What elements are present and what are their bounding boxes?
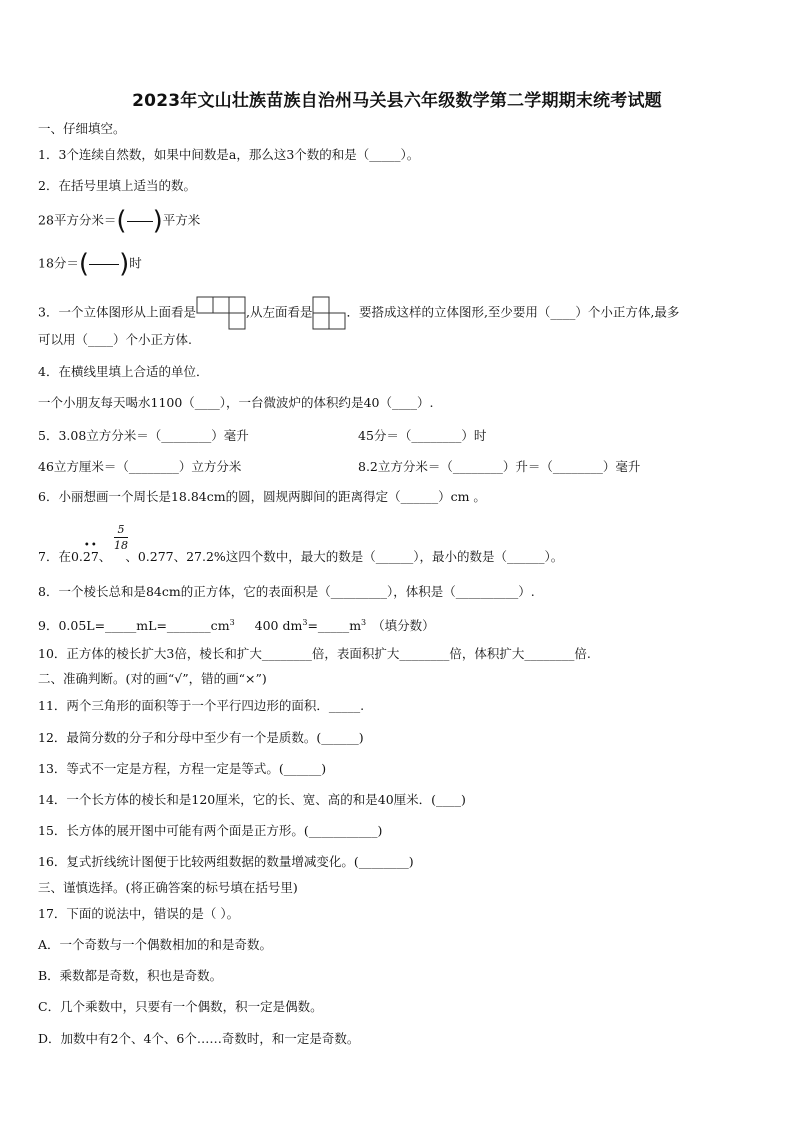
option-d: D．加数中有2个、4个、6个……奇数时，和一定是奇数。 xyxy=(38,1031,360,1046)
question-11: 11．两个三角形的面积等于一个平行四边形的面积．_____. xyxy=(38,698,365,713)
q9-sup-c: 3 xyxy=(361,618,367,627)
q9-sup-b: 3 xyxy=(302,618,308,627)
question-2: 2．在括号里填上适当的数。 xyxy=(38,178,196,193)
question-15: 15．长方体的展开图中可能有两个面是正方形。(___________) xyxy=(38,823,383,838)
fraction-numerator: 5 xyxy=(117,523,125,536)
question-4: 4．在横线里填上合适的单位． xyxy=(38,364,209,379)
section-3-heading: 三、谨慎选择。(将正确答案的标号填在括号里) xyxy=(38,880,298,895)
question-10: 10．正方体的棱长扩大3倍，棱长和扩大________倍，表面积扩大________倍，体积扩大________倍. xyxy=(38,646,591,661)
blank-fraction: ( ) xyxy=(78,249,130,279)
question-12: 12．最简分数的分子和分母中至少有一个是质数。(______) xyxy=(38,730,364,745)
question-9 xyxy=(38,614,435,635)
option-b: B．乘数都是奇数，积也是奇数。 xyxy=(38,968,223,983)
question-8: 8．一个棱长总和是84cm的正方体，它的表面积是（_________），体积是（__________）. xyxy=(38,584,535,599)
fraction-denominator: 18 xyxy=(114,539,128,552)
q2b-prefix: 18分＝ xyxy=(38,255,79,271)
q7-prefix: 7．在0. xyxy=(38,549,83,564)
q9-sup-a: 3 xyxy=(229,618,235,627)
question-5a: 5．3.08立方分米＝（________）毫升 xyxy=(38,428,249,443)
blank-fraction: ( ) xyxy=(116,206,163,236)
repeating-decimal-digits: • • 27 xyxy=(82,540,99,564)
q7-separator: 、 xyxy=(98,549,112,564)
q9-unit-b: m xyxy=(290,618,303,634)
q3-text-c: ．要搭成这样的立体图形,至少要用（____）个小正方体,最多 xyxy=(346,304,680,320)
page-title: 2023年文山壮族苗族自治州马关县六年级数学第二学期期末统考试题 xyxy=(132,91,662,111)
question-17: 17．下面的说法中，错误的是（ ）。 xyxy=(38,906,240,921)
question-16: 16．复式折线统计图便于比较两组数据的数量增减变化。(________) xyxy=(38,854,414,869)
q9-unit-a: m xyxy=(217,618,230,634)
q2b-suffix: 时 xyxy=(129,255,142,271)
question-1: 1．3个连续自然数，如果中间数是a，那么这3个数的和是（_____）。 xyxy=(38,147,420,162)
q3-text-a: 3．一个立体图形从上面看是 xyxy=(38,304,196,320)
q2a-prefix: 28平方分米＝ xyxy=(38,212,117,228)
top-view-figure xyxy=(196,296,246,330)
q9-part-b: 400 d xyxy=(254,618,291,634)
q7-digits: 27 xyxy=(82,549,99,564)
question-4-line: 一个小朋友每天喝水1100（____），一台微波炉的体积约是40（____）. xyxy=(38,395,434,410)
question-5d: 8.2立方分米＝（________）升＝（________）毫升 xyxy=(358,459,641,474)
option-a: A．一个奇数与一个偶数相加的和是奇数。 xyxy=(38,937,273,952)
question-14: 14．一个长方体的棱长和是120厘米，它的长、宽、高的和是40厘米．(____) xyxy=(38,792,466,807)
left-view-figure xyxy=(312,296,346,330)
q3-text-b: ,从左面看是 xyxy=(245,304,313,320)
q9-unit-c: m xyxy=(349,618,362,634)
question-3 xyxy=(38,296,679,330)
q9-part-c: =_____ xyxy=(307,618,350,634)
question-2b xyxy=(38,249,142,279)
question-5c: 46立方厘米＝（________）立方分米 xyxy=(38,459,242,474)
q7-suffix: 、0.277、27.2%这四个数中，最大的数是（______），最小的数是（______）。 xyxy=(125,549,564,564)
question-5b: 45分＝（________）时 xyxy=(358,428,487,443)
question-2a xyxy=(38,206,201,236)
section-2-heading: 二、准确判断。(对的画“√”，错的画“×”) xyxy=(38,671,267,686)
option-c: C．几个乘数中，只要有一个偶数，积一定是偶数。 xyxy=(38,999,323,1014)
q2a-suffix: 平方米 xyxy=(162,212,201,228)
q9-note: （填分数） xyxy=(372,618,435,634)
section-1-heading: 一、仔细填空。 xyxy=(38,121,126,136)
q9-part-a: 9．0.05L=_____mL=_______c xyxy=(38,618,218,634)
question-3-cont: 可以用（____）个小正方体. xyxy=(38,332,192,347)
question-13: 13．等式不一定是方程，方程一定是等式。(______) xyxy=(38,761,327,776)
question-6: 6．小丽想画一个周长是18.84cm的圆，圆规两脚间的距离得定（______）cm 。 xyxy=(38,489,486,504)
